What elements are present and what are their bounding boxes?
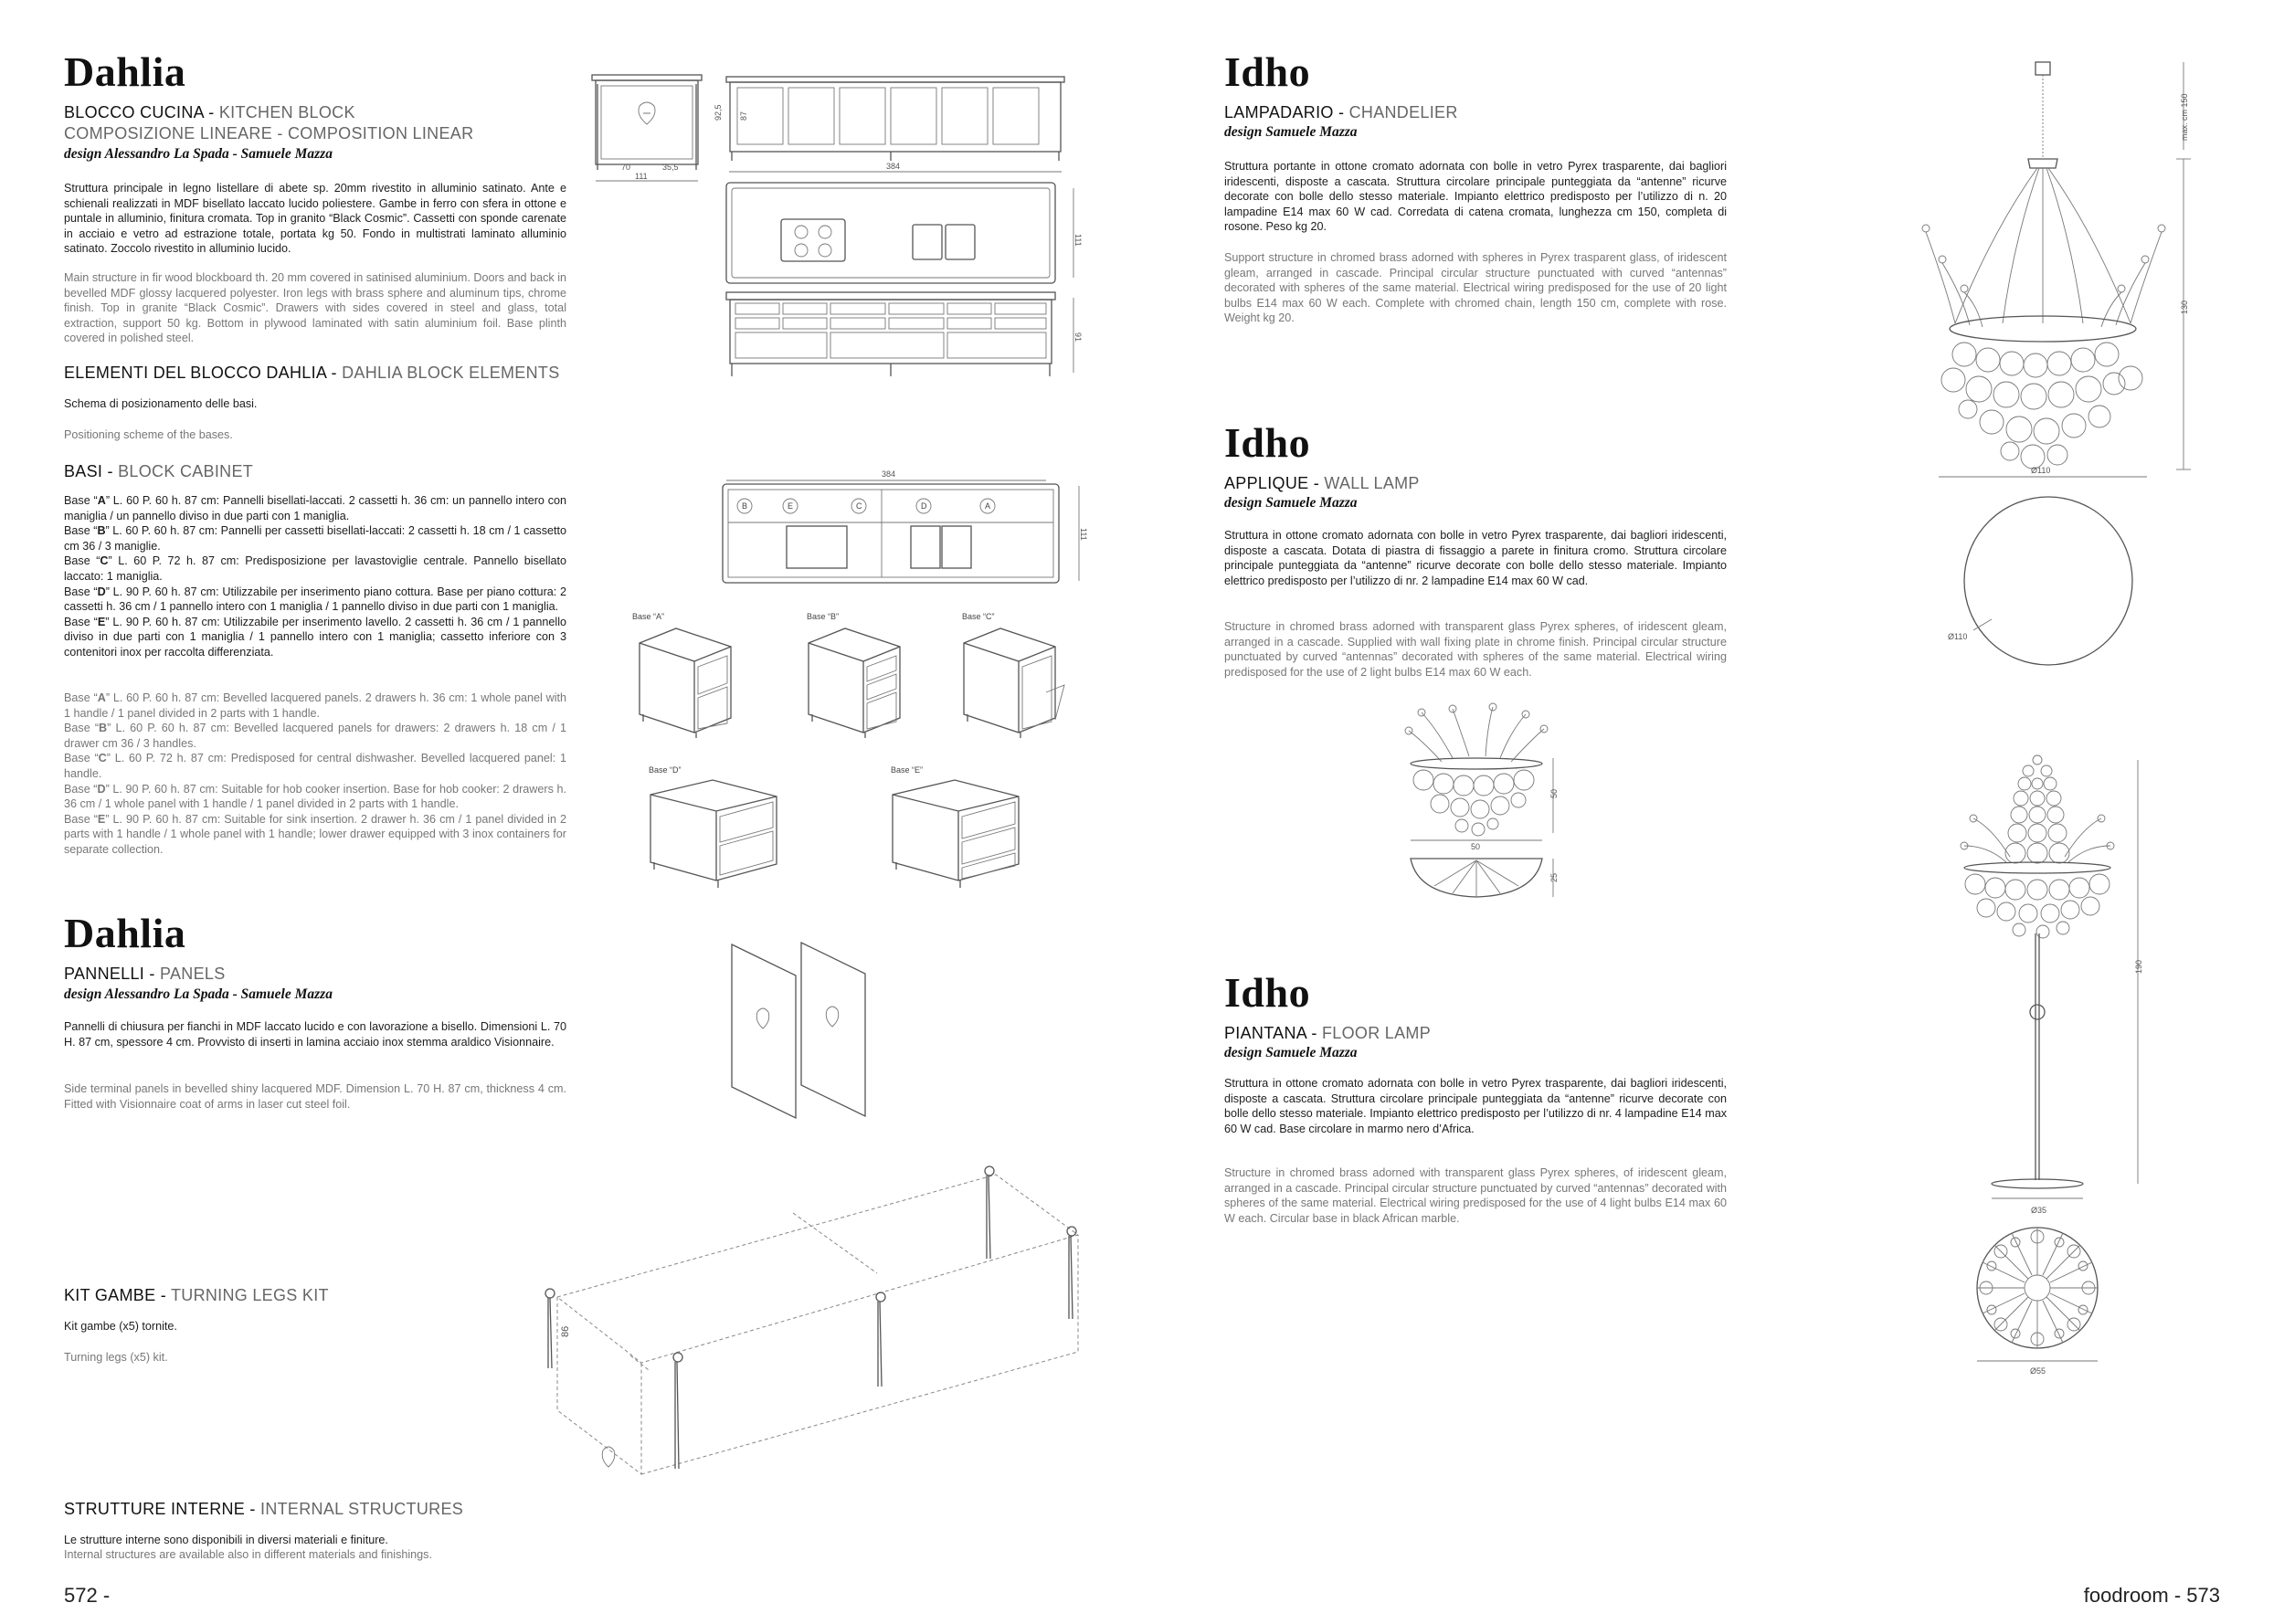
dim-111b: 111 (1073, 234, 1083, 247)
plan-dim-111: 111 (1079, 528, 1088, 541)
basi-it-d: Base “D” L. 90 P. 60 h. 87 cm: Utilizzabile per inserimento piano cottura. Base per piano cottura: 2 cassetti h. 36 cm / 1 pannello intero con 1 maniglia / 1 pannello diviso in due parti con 1 maniglia. (64, 585, 566, 614)
dim-70: 70 (621, 163, 631, 172)
wall-lamp-desc-en: Structure in chromed brass adorned with transparent glass Pyrex spheres, of iridescent gleam, arranged in a cascade. Supplied with wall fixing plate in chrome finish. Principal circular structure punctuated by curved “antennas” decorated with spheres of the same material. Electrical wiring predisposed for the use of 2 light bulbs E14 max 60 W each. (1224, 620, 1727, 679)
floor-lamp-dim-top: Ø55 (2030, 1366, 2046, 1376)
elements-heading-en: DAHLIA BLOCK ELEMENTS (342, 364, 560, 382)
kit-text-en: Turning legs (x5) kit. (64, 1351, 168, 1364)
basi-en-b: Base “B” L. 60 P. 60 h. 87 cm: Bevelled lacquered panels for drawers: 2 drawers h. 18 cm / 1 drawer cm 36 / 3 handles. (64, 722, 566, 750)
base-a-label: Base “A” (632, 612, 665, 621)
idho-wall-lamp-title: Idho (1224, 419, 1311, 466)
composition-it: COMPOSIZIONE LINEARE (64, 124, 273, 142)
page-number-left: 572 - (64, 1584, 111, 1607)
wall-lamp-dim-d: 25 (1549, 872, 1559, 882)
elements-heading: ELEMENTI DEL BLOCCO DAHLIA - DAHLIA BLOCK ELEMENTS (64, 364, 560, 382)
idho-floor-lamp-title: Idho (1224, 969, 1311, 1016)
base-b-label: Base “B” (807, 612, 840, 621)
legs-dim-86: 86 (560, 1325, 571, 1337)
base-a-drawing (630, 610, 758, 738)
plan-dim-384: 384 (882, 469, 896, 479)
base-e-drawing (882, 764, 1046, 891)
floor-lamp-designer: design Samuele Mazza (1224, 1045, 1358, 1060)
basi-it-e: Base “E” L. 90 P. 60 h. 87 cm: Utilizzabile per inserimento lavello. 2 cassetti h. 36 cm / 1 pannello diviso in due parti con 1 maniglia / 1 pannello intero con 1 maniglia; cassetto inferiore con 3 contenitori inox per raccolta differenziata. (64, 615, 566, 659)
chandelier-dim-top: Ø110 (1948, 632, 1968, 641)
floor-lamp-desc-en: Structure in chromed brass adorned with transparent glass Pyrex spheres, of iridescent gleam, arranged in a cascade. Principal circular structure punctuated by curved “antennas” decorated with spheres of the same material. Electrical wiring predisposed for the use of 4 light bulbs E14 max 60 W each. Circular base in black African marble. (1224, 1166, 1727, 1225)
chandelier-dim-max: max. cm 150 (2180, 93, 2189, 141)
plan-label-b: B (742, 501, 748, 511)
kitchen-block-subtitle: BLOCCO CUCINA - KITCHEN BLOCK (64, 103, 355, 121)
kitchen-subtitle-it: BLOCCO CUCINA (64, 103, 204, 121)
composition-en: COMPOSITION LINEAR (287, 124, 474, 142)
basi-en-d: Base “D” L. 90 P. 60 h. 87 cm: Suitable for hob cooker insertion. Base for hob cooker: 2 drawers h. 36 cm / 1 whole panel with 1 handle / 1 panel divided in 2 parts with 1 handle. (64, 782, 566, 811)
page-number-right: foodroom - 573 (2083, 1584, 2220, 1607)
plan-label-d: D (921, 501, 927, 511)
plan-label-c: C (856, 501, 862, 511)
basi-it-b: Base “B” L. 60 P. 60 h. 87 cm: Pannelli per cassetti bisellati-laccati: 2 cassetti h. 18 cm / 1 cassetto cm 36 / 3 maniglie. (64, 524, 566, 553)
strutture-heading: STRUTTURE INTERNE - INTERNAL STRUCTURES (64, 1500, 464, 1518)
floor-lamp-desc-it: Struttura in ottone cromato adornata con bolle in vetro Pyrex trasparente, dai bagliori iridescenti, disposte a cascata. Struttura circolare principale punteggiata da “antenne” ricurve decorate con bolle dello stesso materiale. Impianto elettrico predisposto per l’utilizzo di nr. 4 lampadine E14 max 60 W cad. Base circolare in marmo nero d’Africa. (1224, 1077, 1727, 1135)
dahlia-kitchen-title: Dahlia (64, 48, 186, 95)
kitchen-side-view-drawing (585, 69, 713, 188)
panels-subtitle-it: PANNELLI (64, 965, 145, 983)
wall-lamp-drawing (1398, 703, 1562, 913)
base-c-drawing (955, 610, 1083, 738)
dim-111: 111 (635, 172, 648, 181)
wall-lamp-subtitle-it: APPLIQUE (1224, 474, 1309, 492)
turning-legs-kit-drawing (539, 1158, 1105, 1487)
chandelier-desc-it: Struttura portante in ottone cromato adornata con bolle in vetro Pyrex trasparente, dai bagliori iridescenti, disposte a cascata. Struttura circolare principale punteggiata da “antenne” ricurve decorate con bolle dello stesso materiale. Impianto elettrico predisposto per l’utilizzo di n. 20 lampadine E14 max 60 W cad. Corredata di catena cromata, lunghezza cm 150, completa di rosone. Peso kg 20. (1224, 160, 1727, 234)
svg-text:384: 384 (886, 162, 901, 171)
panels-subtitle: PANNELLI - PANELS (64, 965, 226, 983)
strutture-text-it: Le strutture interne sono disponibili in diversi materiali e finiture. (64, 1534, 388, 1546)
dim-925: 92,5 (714, 104, 723, 121)
chandelier-subtitle: LAMPADARIO - CHANDELIER (1224, 103, 1458, 121)
plan-label-e: E (788, 501, 794, 511)
panels-desc-en: Side terminal panels in bevelled shiny lacquered MDF. Dimension L. 70 H. 87 cm, thickness 4 cm. Fitted with Visionnaire coat of arms in laser cut steel foil. (64, 1082, 566, 1111)
chandelier-desc-en: Support structure in chromed brass adorned with spheres in Pyrex trasparent glass, of iridescent gleam, arranged in cascade. Principal circular structure punctuated with curved “antennas” decorated with spheres of the same material. Electrical wiring predisposed for the use of 20 light bulbs E14 max 60 W each. Complete with chromed chain, length 150 cm, complete with rose. Weight kg 20. (1224, 251, 1727, 325)
kit-heading-it: KIT GAMBE (64, 1286, 156, 1304)
kit-heading-en: TURNING LEGS KIT (170, 1286, 329, 1304)
chandelier-subtitle-it: LAMPADARIO (1224, 103, 1334, 121)
floor-lamp-dim-h: 190 (2134, 959, 2143, 974)
bases-position-plan (717, 468, 1101, 596)
basi-it-a: Base “A” L. 60 P. 60 h. 87 cm: Pannelli bisellati-laccati. 2 cassetti h. 36 cm: un pannello intero con maniglia / un pannello diviso in due parti con 1 maniglia. (64, 494, 566, 522)
elements-text-it: Schema di posizionamento delle basi. (64, 397, 258, 410)
chandelier-dim-width: Ø110 (2031, 466, 2051, 475)
kitchen-designer: design Alessandro La Spada - Samuele Mazza (64, 146, 333, 162)
chandelier-dim-height: 130 (2180, 300, 2189, 314)
strutture-heading-it: STRUTTURE INTERNE (64, 1500, 246, 1518)
basi-it-c: Base “C” L. 60 P. 72 h. 87 cm: Predisposizione per lavastoviglie centrale. Pannello bisellato laccato: 1 maniglia. (64, 554, 566, 584)
kitchen-subtitle-en: KITCHEN BLOCK (218, 103, 355, 121)
base-e-label: Base “E” (891, 765, 924, 775)
wall-lamp-subtitle-en: WALL LAMP (1324, 474, 1420, 492)
kitchen-back-view-drawing (717, 289, 1101, 380)
wall-lamp-dim-w: 50 (1471, 842, 1481, 851)
floor-lamp-dim-base: Ø35 (2031, 1206, 2047, 1215)
side-panels-drawing (726, 939, 891, 1131)
basi-en-c: Base “C” L. 60 P. 72 h. 87 cm: Predisposed for central dishwasher. Bevelled lacquered panel: 1 handle. (64, 752, 566, 781)
panels-desc-it: Pannelli di chiusura per fianchi in MDF laccato lucido e con lavorazione a bisello. Dimensioni L. 70 H. 87 cm, spessore 4 cm. Provvisto di inserti in lamina acciaio inox stemma araldico Visionnaire. (64, 1020, 566, 1049)
base-c-label: Base “C” (962, 612, 995, 621)
dahlia-panels-title: Dahlia (64, 910, 186, 956)
elements-heading-it: ELEMENTI DEL BLOCCO DAHLIA (64, 364, 327, 382)
chandelier-designer: design Samuele Mazza (1224, 124, 1358, 140)
kitchen-front-view-drawing (714, 71, 1092, 163)
floor-lamp-subtitle: PIANTANA - FLOOR LAMP (1224, 1024, 1432, 1042)
wall-lamp-desc-it: Struttura in ottone cromato adornata con bolle in vetro Pyrex trasparente, dai bagliori iridescenti, disposte a cascata. Dotata di piastra di fissaggio a parete in finitura cromo. Struttura circolare principale punteggiata da “antenne” ricurve decorate con bolle dello stesso materiale. Impianto elettrico predisposto per l’utilizzo di nr. 2 lampadine E14 max 60 W cad. (1224, 529, 1727, 587)
idho-chandelier-title: Idho (1224, 48, 1311, 95)
base-d-drawing (640, 764, 804, 891)
strutture-heading-en: INTERNAL STRUCTURES (260, 1500, 464, 1518)
elements-text-en: Positioning scheme of the bases. (64, 428, 233, 441)
wall-lamp-designer: design Samuele Mazza (1224, 495, 1358, 511)
floor-lamp-subtitle-en: FLOOR LAMP (1322, 1024, 1432, 1042)
kit-gambe-heading: KIT GAMBE - TURNING LEGS KIT (64, 1286, 329, 1304)
floor-lamp-drawing (1955, 754, 2165, 1202)
chandelier-drawing (1919, 58, 2202, 488)
floor-lamp-top-view (1964, 1215, 2110, 1379)
basi-list-it (64, 493, 566, 660)
basi-heading-it: BASI (64, 462, 103, 480)
kitchen-desc-it: Struttura principale in legno listellare di abete sp. 20mm rivestito in alluminio satinato. Ante e schienali realizzati in MDF bisellato laccato lucido poliestere. Gambe in ferro con sfera in ottone e puntale in alluminio, finitura cromata. Top in granito “Black Cosmic”. Cassetti con sponde carenate in acciaio e vetro ad estrazione totale, portata kg 50. Fondo in multistrati laminato alluminio satinato. Zoccolo rivestito in alluminio lucido. (64, 182, 566, 256)
kitchen-dim-384 (722, 161, 1087, 179)
basi-en-a: Base “A” L. 60 P. 60 h. 87 cm: Bevelled lacquered panels. 2 drawers h. 36 cm: 1 whole panel with 1 handle / 1 panel divided in 2 parts with 1 handle. (64, 691, 566, 720)
chandelier-top-view (1937, 493, 2156, 676)
wall-lamp-dim-h: 50 (1549, 788, 1559, 798)
dim-35: 35,5 (662, 163, 679, 172)
strutture-text-en: Internal structures are available also in different materials and finishings. (64, 1548, 432, 1561)
kitchen-top-view-drawing (717, 179, 1101, 289)
kitchen-desc-en: Main structure in fir wood blockboard th. 20 mm covered in satinised aluminium. Doors and back in bevelled MDF glossy lacquered polyester. Iron legs with brass sphere and aluminum tips, chrome finish. Top in granite “Black Cosmic”. Drawers with sides covered in steel and glass, total extraction, support 50 kg. Bottom in plywood laminated with satin aluminium foil. Base plinth covered in polished steel. (64, 271, 566, 345)
dim-87: 87 (739, 111, 748, 121)
floor-lamp-subtitle-it: PIANTANA (1224, 1024, 1307, 1042)
basi-list-en (64, 691, 566, 858)
basi-heading-en: BLOCK CABINET (118, 462, 254, 480)
composition-subtitle: COMPOSIZIONE LINEARE - COMPOSITION LINEAR (64, 124, 474, 142)
panels-designer: design Alessandro La Spada - Samuele Mazza (64, 986, 333, 1002)
dim-91: 91 (1073, 332, 1083, 343)
kit-text-it: Kit gambe (x5) tornite. (64, 1320, 177, 1333)
panels-subtitle-en: PANELS (160, 965, 226, 983)
base-b-drawing (799, 610, 927, 738)
plan-label-a: A (985, 501, 991, 511)
base-d-label: Base “D” (649, 765, 682, 775)
basi-heading: BASI - BLOCK CABINET (64, 462, 254, 480)
chandelier-subtitle-en: CHANDELIER (1348, 103, 1458, 121)
wall-lamp-subtitle: APPLIQUE - WALL LAMP (1224, 474, 1420, 492)
basi-en-e: Base “E” L. 90 P. 60 h. 87 cm: Suitable for sink insertion. 2 drawer h. 36 cm / 1 panel divided in 2 parts with 1 handle / 1 whole panel with 1 handle; lower drawer equipped with 3 inox containers for separate collection. (64, 812, 566, 857)
